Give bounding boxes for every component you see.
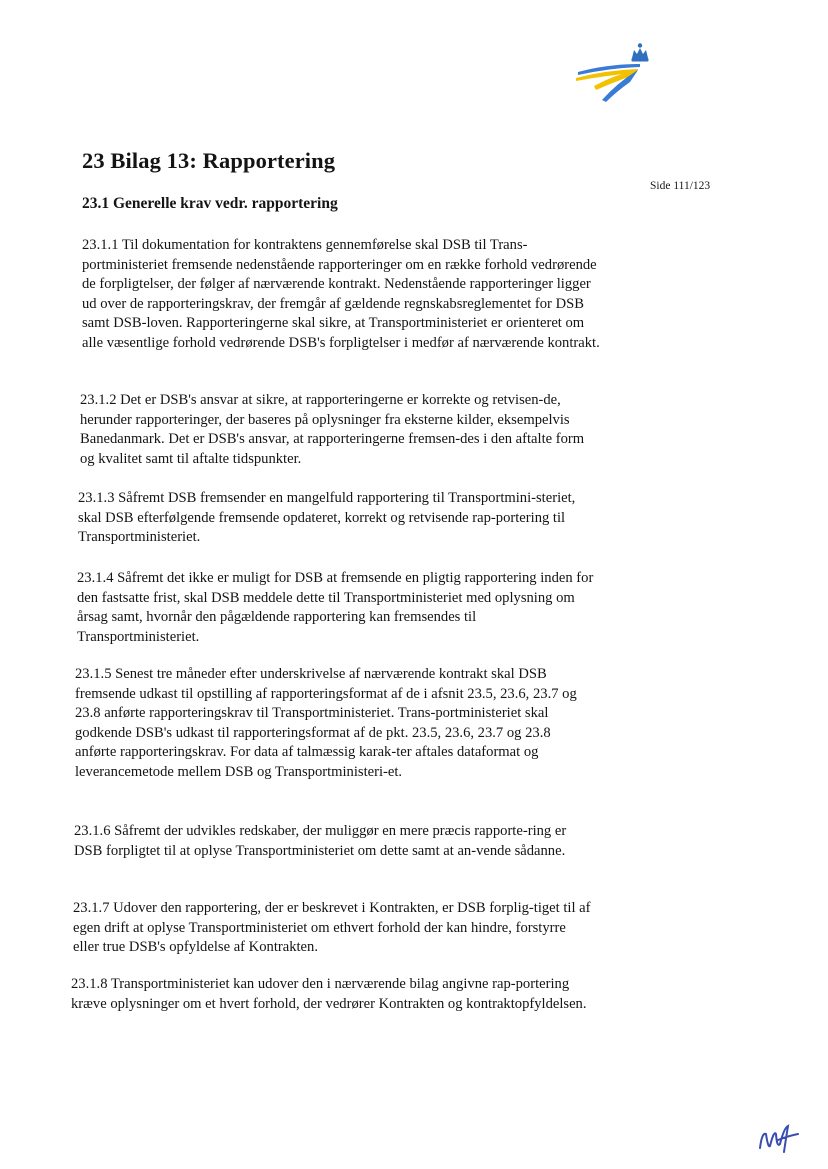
paragraph-23-1-7: 23.1.7 Udover den rapportering, der er beskrevet i Kontrakten, er DSB forplig-tiget til af egen drift at oplyse Transportministeriet om ethvert forhold der kan hindre, forstyrre eller true DSB's opfyldelse af Kontrakten. [73, 900, 591, 955]
page-title: 23 Bilag 13: Rapportering [82, 148, 336, 173]
dsb-crown-logo [572, 42, 662, 104]
paragraph-23-1-4: 23.1.4 Såfremt det ikke er muligt for DSB at fremsende en pligtig rapportering inden for den fastsatte frist, skal DSB meddele dette til Transportministeriet med oplysning om årsag samt, hvornår den pågældende rapportering kan fremsendes til Transportministeriet. [77, 570, 594, 645]
speed-stripes-icon [576, 64, 640, 102]
paragraph-23-1-2: 23.1.2 Det er DSB's ansvar at sikre, at rapporteringerne er korrekte og retvisen-de, herunder rapporteringer, der baseres på oplysninger fra eksterne kilder, eksempelvis Banedanmark. Det er DSB's ansvar, at rapporteringerne fremsen-des i den aftalte form og kvalitet samt til aftalte tidspunkter. [80, 392, 585, 467]
crown-icon [632, 43, 649, 61]
page-number: Side 111/123 [650, 180, 711, 192]
paragraph-23-1-6: 23.1.6 Såfremt der udvikles redskaber, der muliggør en mere præcis rapporte-ring er DSB forpligtet til at oplyse Transportministeriet om dette samt at an-vende sådanne. [74, 823, 567, 859]
paragraph-23-1-1: 23.1.1 Til dokumentation for kontraktens gennemførelse skal DSB til Trans-portministeriet fremsende nedenstående rapporteringer om en række forhold vedrørende de forpligtelser, der følger af nærværende kontrakt. Nedenstående rapporteringer ligger ud over de rapporteringskrav, der fremgår af gældende regnskabsreglementet for DSB samt DSB-loven. Rapporteringerne skal sikre, at Transportministeriet er orienteret om alle væsentlige forhold vedrørende DSB's forpligtelser i medfør af nærværende kontrakt. [82, 237, 600, 351]
section-title: 23.1 Generelle krav vedr. rapportering [82, 195, 338, 212]
paragraph-23-1-3: 23.1.3 Såfremt DSB fremsender en mangelfuld rapportering til Transportmini-steriet, skal DSB efterfølgende fremsende opdateret, korrekt og retvisende rap-portering til Transportministeriet. [78, 490, 576, 545]
handwritten-initials-icon [756, 1118, 802, 1158]
paragraph-23-1-5: 23.1.5 Senest tre måneder efter underskrivelse af nærværende kontrakt skal DSB fremsende udkast til opstilling af rapporteringsformat af de i afsnit 23.5, 23.6, 23.7 og 23.8 anførte rapporteringskrav til Transportministeriet. Trans-portministeriet skal godkende DSB's udkast til rapporteringsformat af de pkt. 23.5, 23.6, 23.7 og 23.8 anførte rapporteringskrav. For data af talmæssig karak-ter aftales dataformat og leverancemetode mellem DSB og Transportministeri-et. [75, 666, 577, 780]
paragraph-23-1-8: 23.1.8 Transportministeriet kan udover den i nærværende bilag angivne rap-portering kræve oplysninger om et hvert forhold, der vedrører Kontrakten og kontraktopfyldelsen. [71, 976, 587, 1012]
